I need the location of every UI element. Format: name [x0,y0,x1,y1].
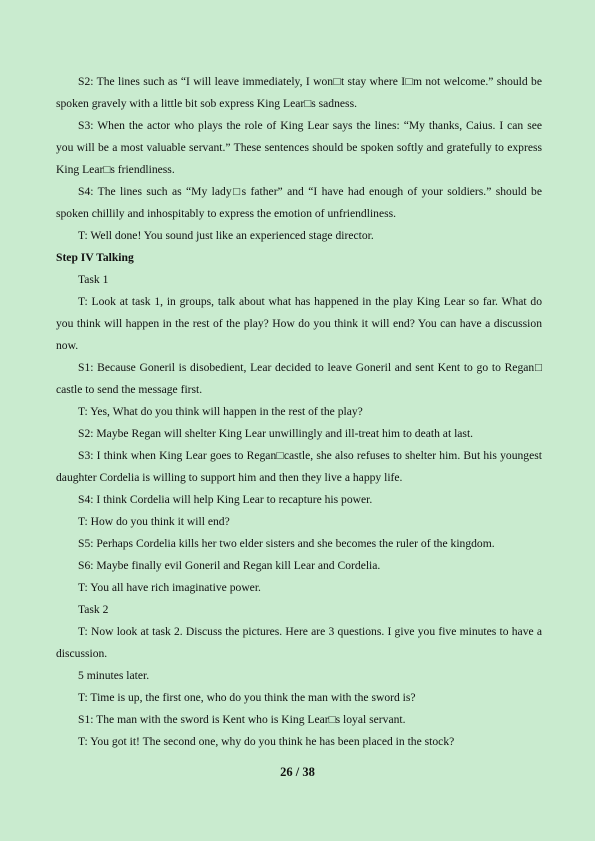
paragraph: T: How do you think it will end? [78,515,230,528]
paragraph: S6: Maybe finally evil Goneril and Regan kill Lear and Cordelia. [78,559,381,572]
paragraph: T: You all have rich imaginative power. [78,581,261,594]
document-body [56,71,542,753]
paragraph: S3: I think when King Lear goes to Regan□castle, she also refuses to shelter him. But his youngest daughter Cordelia is willing to support him and then they live a happy life. [56,449,542,484]
paragraph: T: You got it! The second one, why do you think he has been placed in the stock? [78,735,455,748]
paragraph: S3: When the actor who plays the role of King Lear says the lines: “My thanks, Caius. I can see you will be a most valuable servant.” These sentences should be spoken softly and gratefully to express King Lear□s friendliness. [56,119,542,176]
paragraph: S1: Because Goneril is disobedient, Lear decided to leave Goneril and sent Kent to go to Regan□ castle to send the message first. [56,361,542,396]
paragraph: T: Well done! You sound just like an experienced stage director. [78,229,374,242]
task-label: Task 1 [78,273,109,286]
paragraph: S4: The lines such as “My lady□s father” and “I have had enough of your soldiers.” should be spoken chillily and inhospitably to express the emotion of unfriendliness. [56,185,542,220]
paragraph: S4: I think Cordelia will help King Lear to recapture his power. [78,493,373,506]
paragraph: S2: The lines such as “I will leave immediately, I won□t stay where I□m not welcome.” should be spoken gravely with a little bit sob express King Lear□s sadness. [56,75,542,110]
task-label: Task 2 [78,603,109,616]
paragraph: S1: The man with the sword is Kent who is King Lear□s loyal servant. [78,713,406,726]
paragraph: 5 minutes later. [78,669,150,682]
paragraph: T: Time is up, the first one, who do you think the man with the sword is? [78,691,416,704]
paragraph: S5: Perhaps Cordelia kills her two elder sisters and she becomes the ruler of the kingdom. [78,537,495,550]
paragraph: T: Now look at task 2. Discuss the pictures. Here are 3 questions. I give you five minutes to have a discussion. [56,625,542,660]
page-number: 26 / 38 [280,765,315,779]
paragraph: T: Yes, What do you think will happen in the rest of the play? [78,405,363,418]
section-heading: Step IV Talking [56,251,134,264]
paragraph: T: Look at task 1, in groups, talk about what has happened in the play King Lear so far. What do you think will happen in the rest of the play? How do you think it will end? You can have a discussion now. [56,295,542,352]
paragraph: S2: Maybe Regan will shelter King Lear unwillingly and ill-treat him to death at last. [78,427,474,440]
